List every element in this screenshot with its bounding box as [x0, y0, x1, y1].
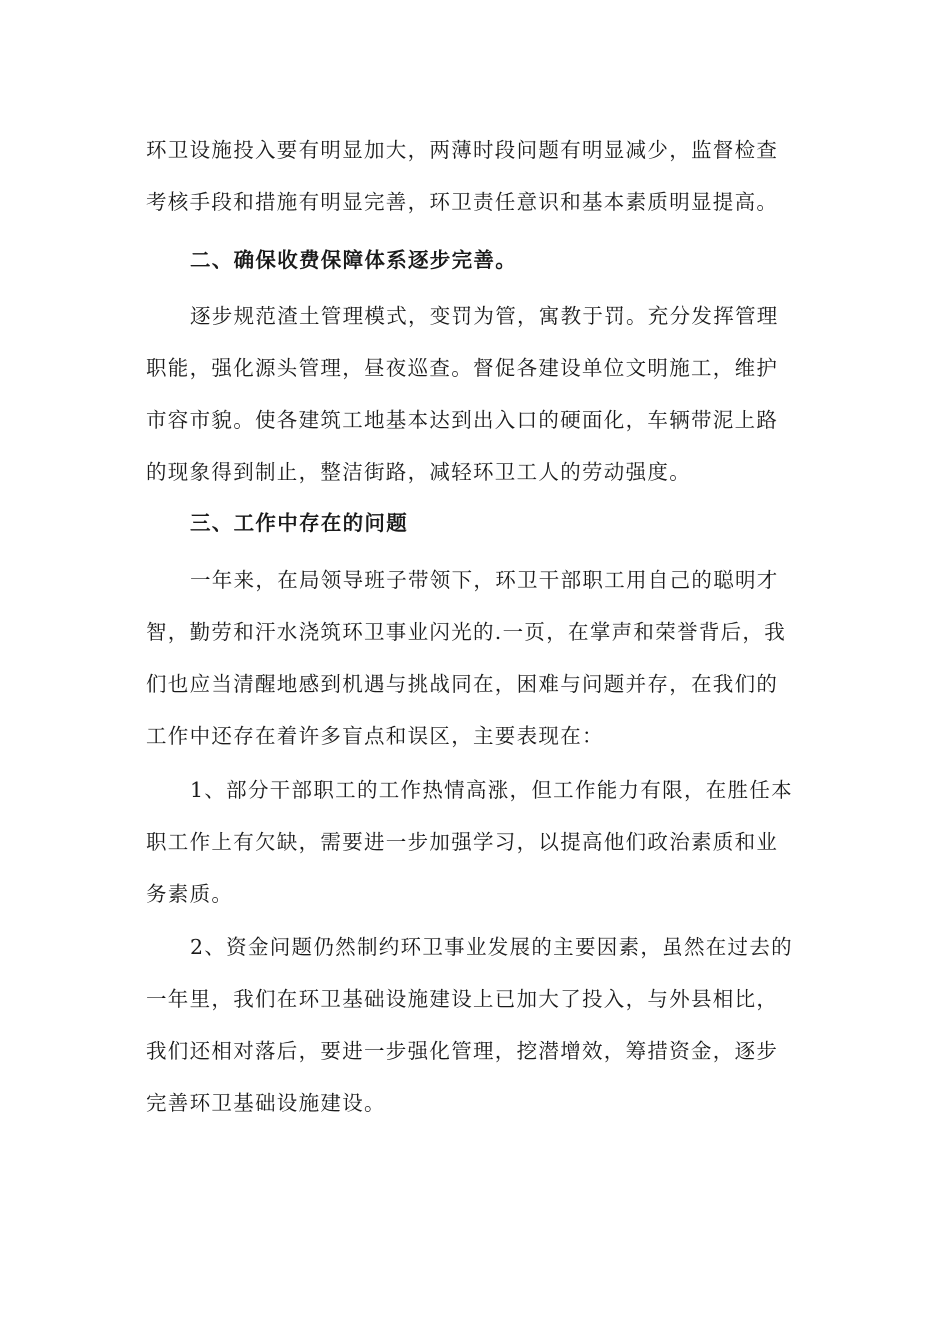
paragraph-line: 工作中还存在着许多盲点和误区，主要表现在： [146, 724, 604, 748]
paragraph-line: 考核手段和措施有明显完善，环卫责任意识和基本素质明显提高。 [146, 190, 779, 214]
paragraph-line: 职工作上有欠缺，需要进一步加强学习，以提高他们政治素质和业 [146, 830, 779, 854]
paragraph-line: 1、部分干部职工的工作热情高涨，但工作能力有限，在胜任本 [190, 778, 793, 802]
paragraph-2 [146, 290, 810, 498]
paragraph-line: 我们还相对落后，要进一步强化管理，挖潜增效，筹措资金，逐步 [146, 1039, 779, 1063]
paragraph-line: 一年来，在局领导班子带领下，环卫干部职工用自己的聪明才 [190, 568, 779, 592]
paragraph-line: 逐步规范渣土管理模式，变罚为管，寓教于罚。充分发挥管理 [190, 304, 779, 328]
paragraph-line: 务素质。 [146, 882, 234, 906]
paragraph-line: 环卫设施投入要有明显加大，两薄时段问题有明显减少，监督检查 [146, 138, 779, 162]
paragraph-5 [146, 921, 810, 1129]
section-heading-2: 二、确保收费保障体系逐步完善。 [190, 248, 517, 272]
paragraph-line: 一年里，我们在环卫基础设施建设上已加大了投入，与外县相比， [146, 987, 779, 1011]
paragraph-4 [146, 764, 810, 920]
paragraph-line: 智，勤劳和汗水浇筑环卫事业闪光的.一页，在掌声和荣誉背后，我 [146, 620, 787, 644]
section-heading-3: 三、工作中存在的问题 [190, 511, 408, 535]
paragraph-line: 市容市貌。使各建筑工地基本达到出入口的硬面化，车辆带泥上路 [146, 408, 779, 432]
paragraph-line: 的现象得到制止，整洁街路，减轻环卫工人的劳动强度。 [146, 460, 691, 484]
paragraph-3 [146, 554, 810, 762]
paragraph-line: 2、资金问题仍然制约环卫事业发展的主要因素，虽然在过去的 [190, 935, 793, 959]
paragraph-1 [146, 124, 810, 228]
paragraph-line: 职能，强化源头管理，昼夜巡查。督促各建设单位文明施工，维护 [146, 356, 779, 380]
paragraph-line: 完善环卫基础设施建设。 [146, 1091, 386, 1115]
paragraph-line: 们也应当清醒地感到机遇与挑战同在，困难与问题并存，在我们的 [146, 672, 779, 696]
